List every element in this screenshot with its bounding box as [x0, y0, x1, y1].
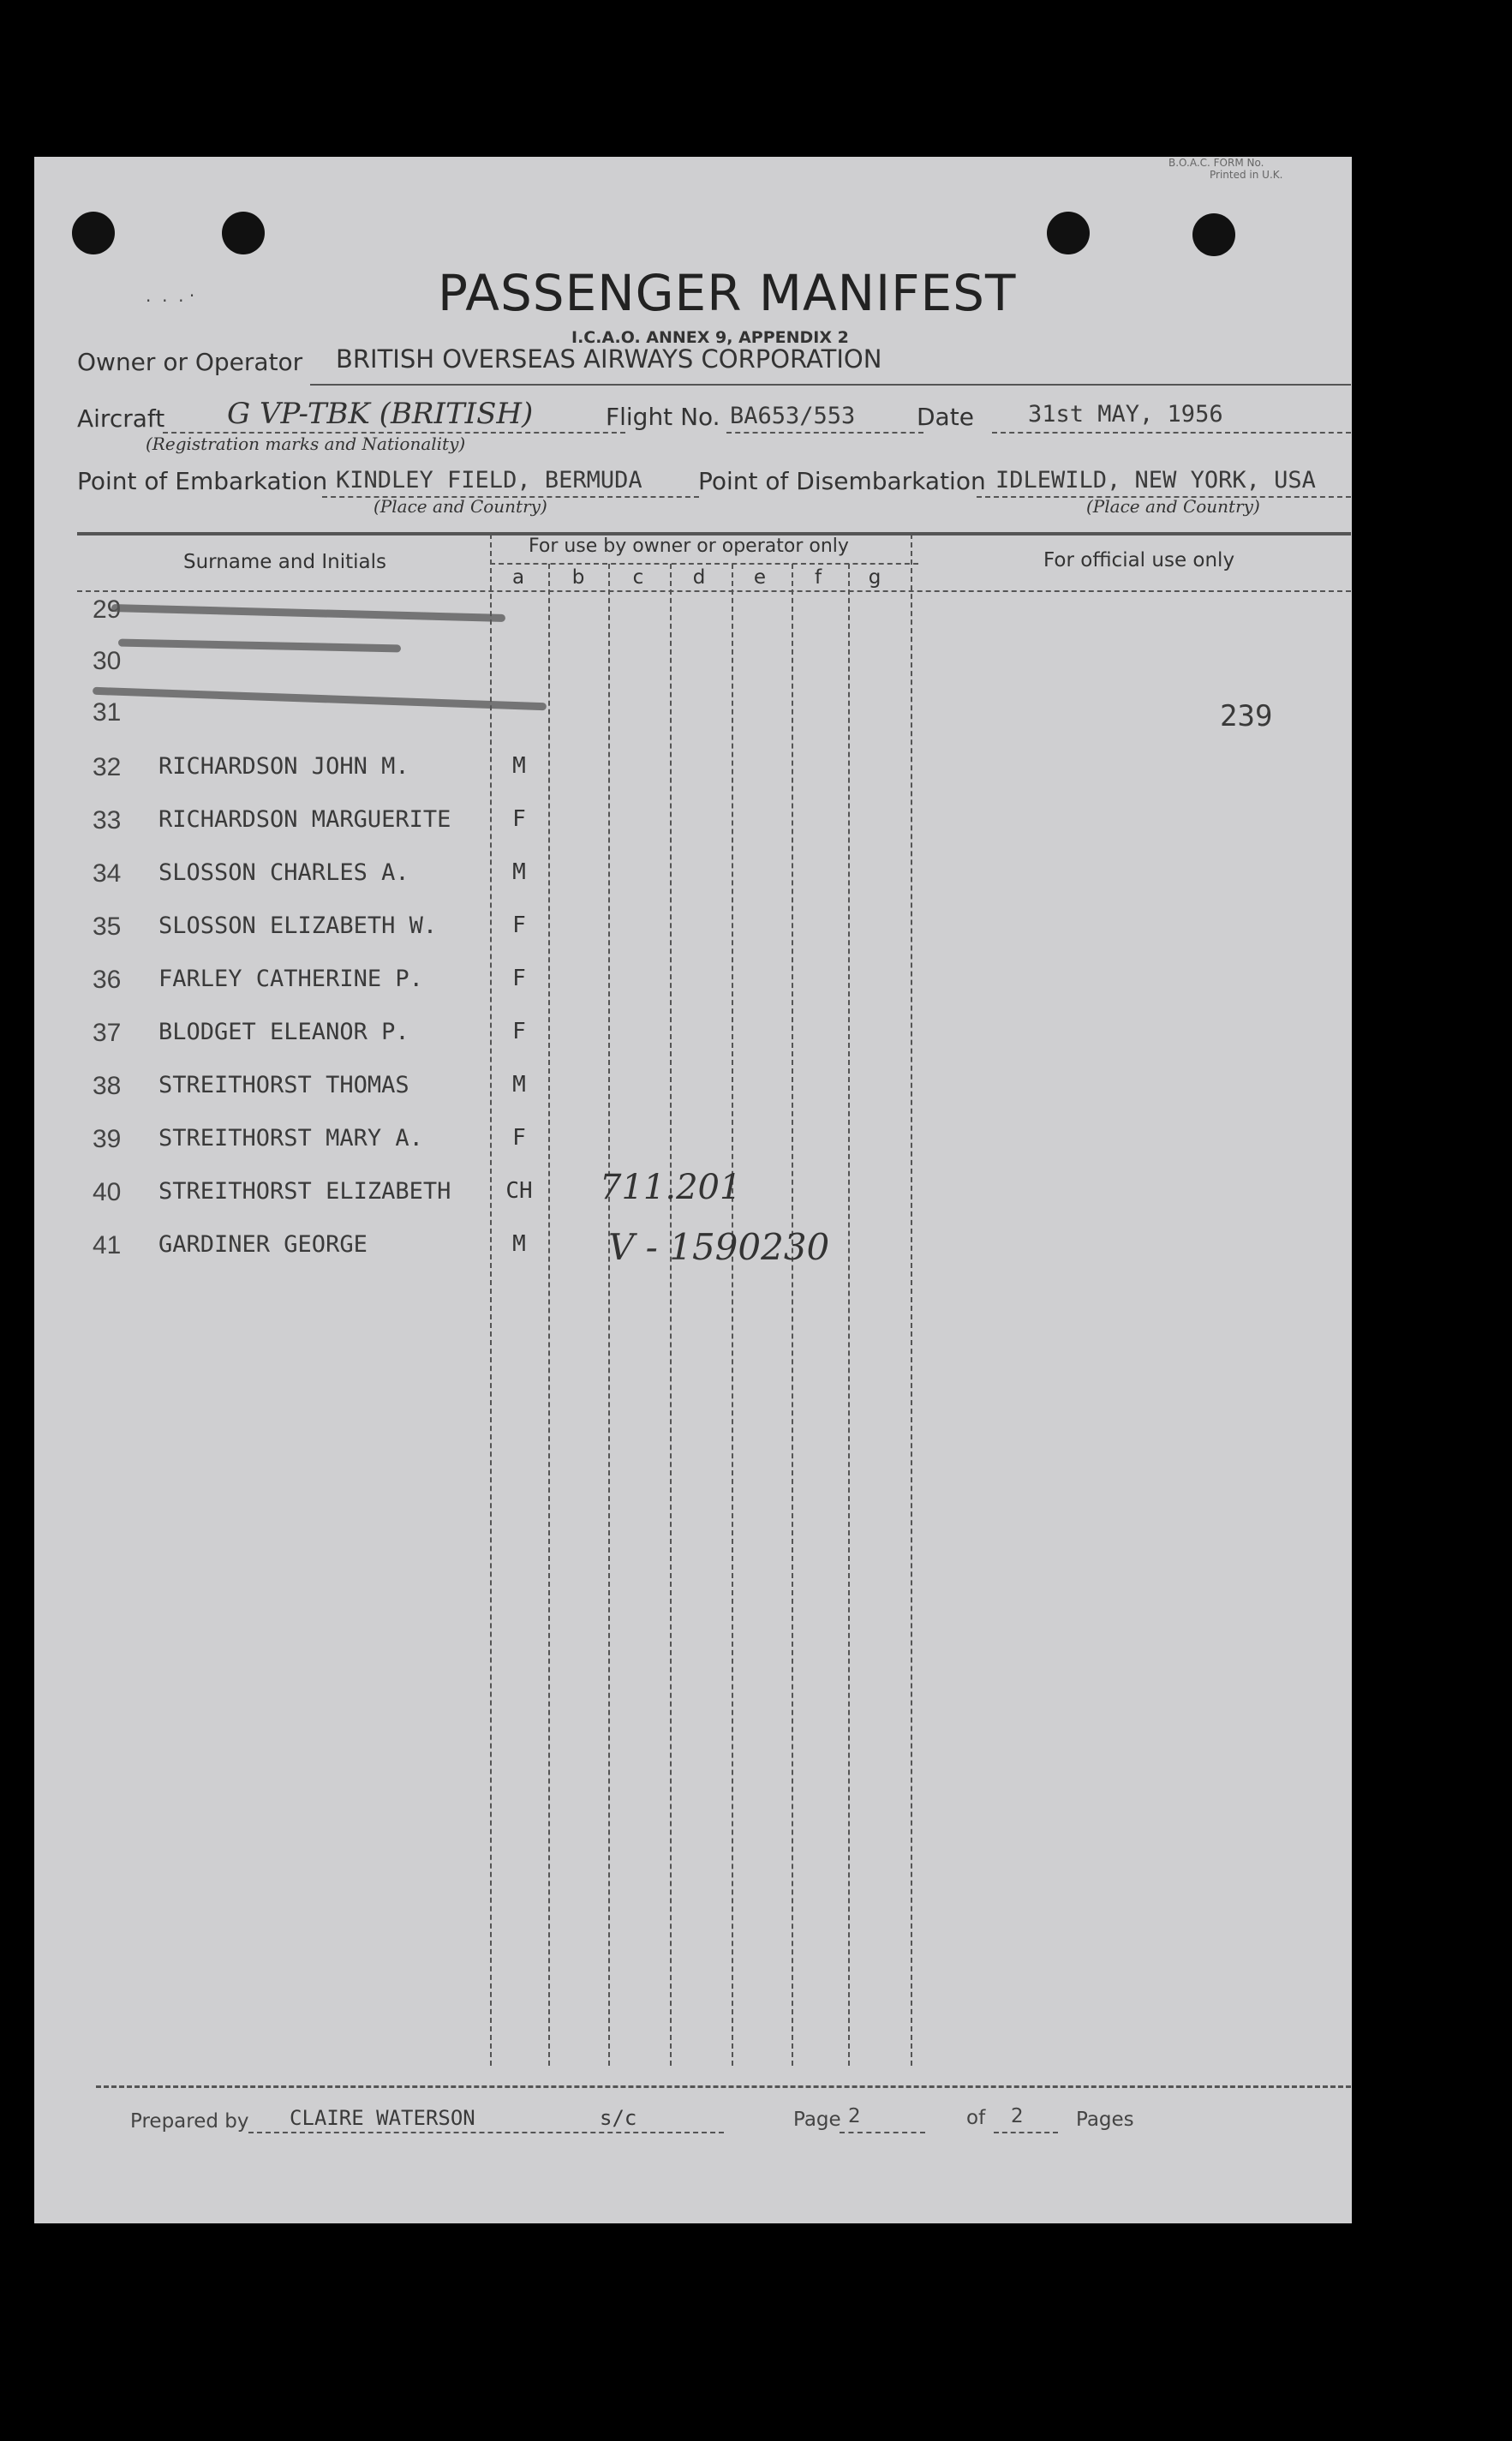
- embarkation-note: (Place and Country): [374, 496, 547, 517]
- row-number: 40: [93, 1178, 122, 1206]
- prepared-by-label: Prepared by: [130, 2110, 249, 2133]
- passenger-name: RICHARDSON JOHN M.: [158, 753, 409, 780]
- handwritten-note: 711.201: [600, 1168, 742, 1207]
- official-column-header: For official use only: [1043, 549, 1235, 571]
- passenger-name: SLOSSON ELIZABETH W.: [158, 912, 438, 939]
- passenger-name: BLODGET ELEANOR P.: [158, 1019, 409, 1045]
- of-label: of: [966, 2107, 986, 2129]
- column-d-header: d: [692, 566, 706, 589]
- disembarkation-note: (Place and Country): [1086, 496, 1260, 517]
- embarkation-label: Point of Embarkation: [77, 467, 328, 495]
- column-rule: [848, 564, 850, 2066]
- passenger-name: SLOSSON CHARLES A.: [158, 859, 409, 886]
- row-number: 32: [93, 753, 122, 781]
- table-bottom-rule: [96, 2085, 1351, 2088]
- column-rule: [548, 564, 550, 2066]
- column-rule: [670, 564, 672, 2066]
- punch-hole: [222, 212, 265, 254]
- row-number: 33: [93, 806, 122, 835]
- stray-marks: . . . ·: [146, 285, 195, 306]
- row-number: 29: [93, 595, 122, 624]
- row-number: 35: [93, 912, 122, 941]
- of-value: 2: [1011, 2105, 1024, 2127]
- operator-value: BRITISH OVERSEAS AIRWAYS CORPORATION: [336, 344, 882, 374]
- table-header-rule: [77, 590, 1351, 592]
- column-rule: [792, 564, 793, 2066]
- column-c-header: c: [632, 566, 644, 589]
- row-number: 34: [93, 859, 122, 888]
- punch-hole: [1047, 212, 1090, 254]
- form-ref-line1: B.O.A.C. FORM No.: [1168, 157, 1264, 169]
- strike-scribble: [111, 604, 505, 622]
- operator-column-header: For use by owner or operator only: [529, 535, 849, 557]
- page-title: PASSENGER MANIFEST: [438, 264, 1017, 322]
- punch-hole: [72, 212, 115, 254]
- disembarkation-label: Point of Disembarkation: [698, 467, 986, 495]
- passenger-code: F: [512, 1125, 526, 1151]
- aircraft-label: Aircraft: [77, 404, 165, 433]
- page-value: 2: [848, 2105, 861, 2127]
- disembarkation-value: IDLEWILD, NEW YORK, USA: [995, 467, 1316, 494]
- strike-scribble: [93, 687, 547, 710]
- column-b-header: b: [571, 566, 585, 589]
- date-underline: [992, 432, 1351, 434]
- prepared-by-value: CLAIRE WATERSON: [290, 2106, 475, 2130]
- column-e-header: e: [753, 566, 767, 589]
- handwritten-note: V - 1590230: [608, 1226, 830, 1268]
- row-number: 39: [93, 1125, 122, 1153]
- aircraft-note: (Registration marks and Nationality): [146, 434, 466, 454]
- passenger-code: F: [512, 912, 526, 938]
- passenger-code: M: [512, 1072, 526, 1098]
- row-number: 37: [93, 1019, 122, 1047]
- prepared-by-underline: [248, 2132, 724, 2133]
- column-rule: [608, 564, 610, 2066]
- manifest-sheet: [34, 157, 1352, 2223]
- page-subtitle: I.C.A.O. ANNEX 9, APPENDIX 2: [571, 328, 849, 347]
- operator-label: Owner or Operator: [77, 348, 303, 376]
- passenger-code: F: [512, 966, 526, 991]
- punch-hole: [1192, 213, 1235, 256]
- of-underline: [994, 2132, 1058, 2133]
- column-f-header: f: [814, 566, 822, 589]
- column-rule: [732, 564, 733, 2066]
- passenger-name: RICHARDSON MARGUERITE: [158, 806, 451, 833]
- passenger-code: M: [512, 753, 526, 779]
- operator-subheader-rule: [490, 563, 918, 565]
- flight-value: BA653/553: [730, 403, 856, 429]
- column-rule: [490, 534, 492, 2066]
- operator-underline: [310, 384, 1351, 386]
- passenger-code: F: [512, 1019, 526, 1044]
- embarkation-value: KINDLEY FIELD, BERMUDA: [336, 467, 642, 494]
- name-column-header: Surname and Initials: [183, 551, 386, 573]
- passenger-code: F: [512, 806, 526, 832]
- passenger-code: M: [512, 859, 526, 885]
- passenger-name: STREITHORST THOMAS: [158, 1072, 409, 1098]
- passenger-code: CH: [505, 1178, 533, 1204]
- prepared-by-suffix: s/c: [600, 2106, 637, 2130]
- passenger-name: STREITHORST ELIZABETH: [158, 1178, 451, 1205]
- passenger-code: M: [512, 1231, 526, 1257]
- flight-label: Flight No.: [606, 403, 720, 431]
- strike-scribble: [118, 639, 401, 653]
- passenger-name: FARLEY CATHERINE P.: [158, 966, 423, 992]
- column-rule: [911, 534, 912, 2066]
- row-number: 41: [93, 1231, 122, 1259]
- date-value: 31st MAY, 1956: [1028, 401, 1223, 428]
- row-number: 38: [93, 1072, 122, 1100]
- aircraft-value: G VP-TBK (BRITISH): [227, 397, 534, 431]
- flight-underline: [726, 432, 923, 434]
- column-g-header: g: [868, 566, 882, 589]
- date-label: Date: [917, 403, 974, 431]
- official-number: 239: [1220, 699, 1273, 733]
- page-underline: [840, 2132, 925, 2133]
- passenger-name: GARDINER GEORGE: [158, 1231, 368, 1258]
- pages-label: Pages: [1076, 2109, 1134, 2131]
- page-label: Page: [793, 2109, 841, 2131]
- row-number: 30: [93, 647, 122, 675]
- row-number: 31: [93, 698, 122, 727]
- column-a-header: a: [511, 566, 525, 589]
- passenger-name: STREITHORST MARY A.: [158, 1125, 423, 1152]
- form-ref-line2: Printed in U.K.: [1210, 169, 1283, 181]
- row-number: 36: [93, 966, 122, 994]
